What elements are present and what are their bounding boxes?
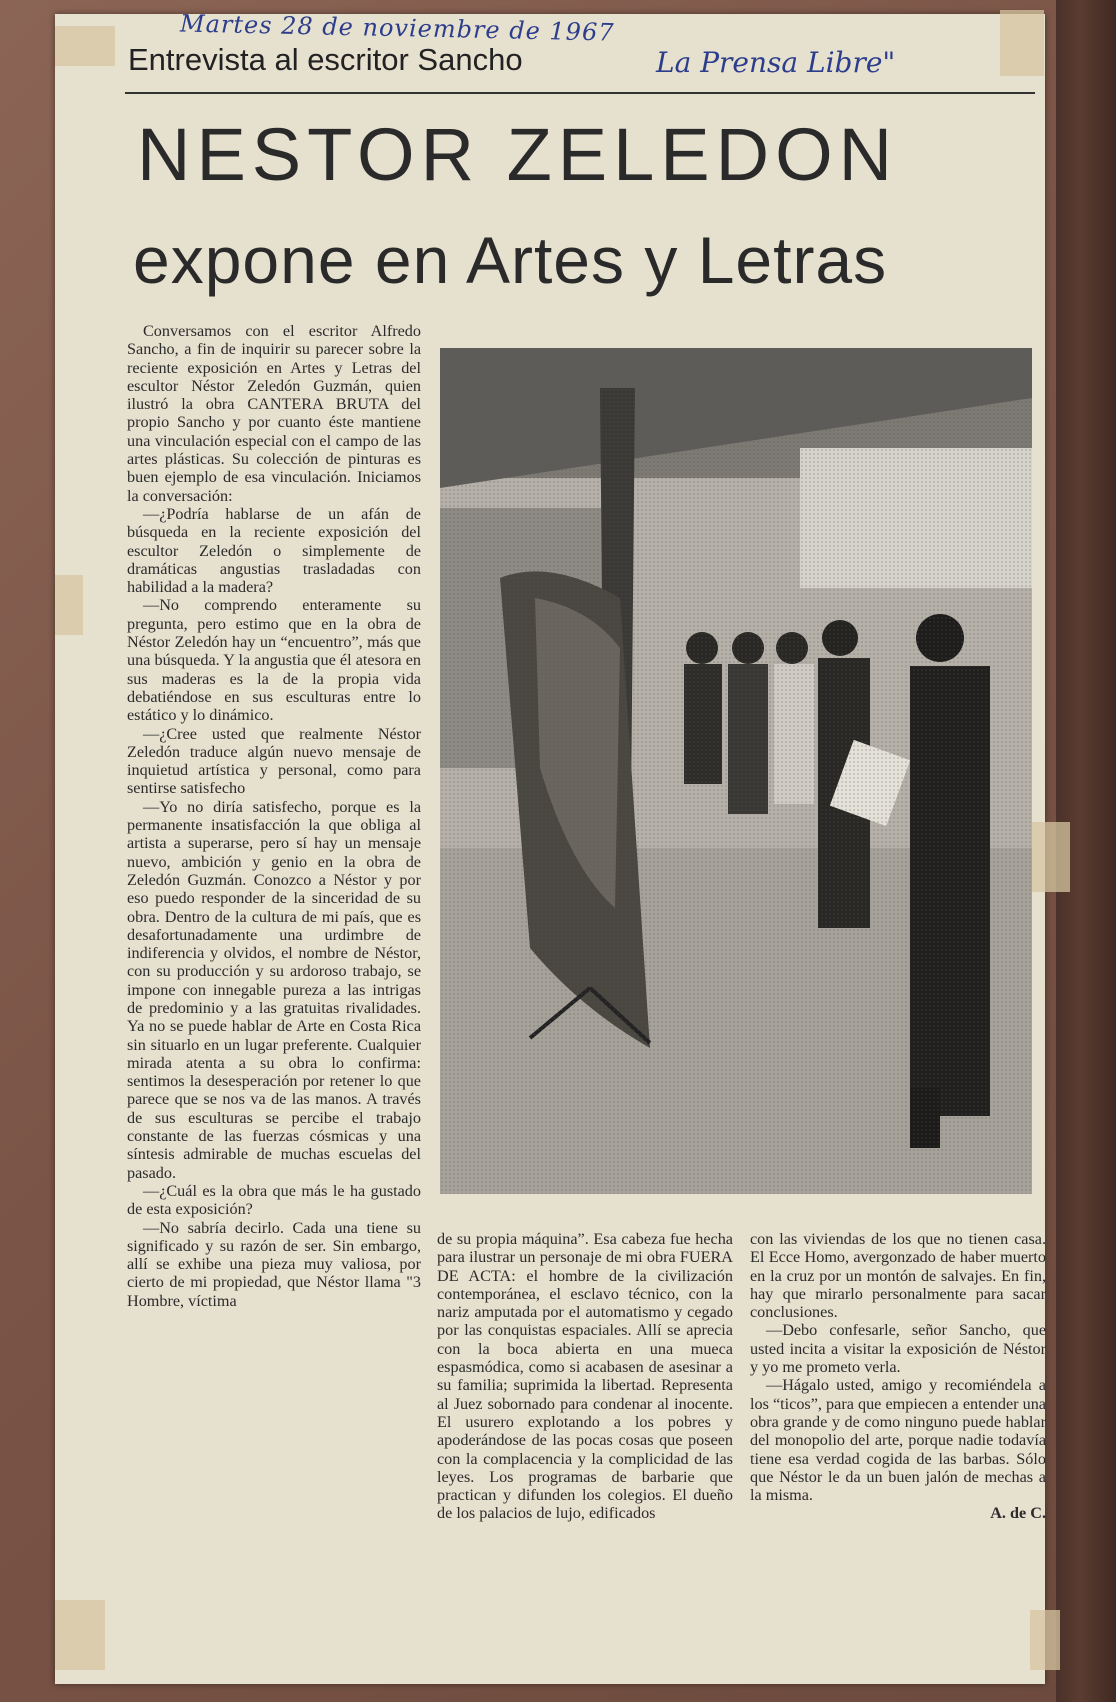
paragraph: —¿Cuál es la obra que más le ha gustado de esta exposición? <box>127 1181 421 1219</box>
paragraph: —Debo confesarle, señor Sancho, que usted incita a visitar la exposición de Néstor y yo me prometo verla. <box>750 1321 1046 1377</box>
headline-line-1: NESTOR ZELEDON <box>137 113 899 196</box>
paragraph: de su propia máquina”. Esa cabeza fue hecha para ilustrar un personaje de mi obra FUERA DE ACTA: el hombre de la civilización contemporánea, el esclavo técnico, con la nariz amputada por el automatismo y cegado por las conquistas espaciales. Allí se aprecia con la boca abierta en una mueca espasmódica, como si acabasen de asesinar a su familia; suprimida la libertad. Representa al Juez sobornado para condenar al inocente. El usurero explotando a los pobres y apoderándose de las pocas cosas que poseen con la complacencia y la complicidad de las leyes. Los programas de barbarie que practican y difunden los colegios. El dueño de los palacios de lujo, edificados <box>437 1230 733 1523</box>
article-column-2 <box>437 1230 733 1662</box>
paragraph: —¿Podría hablarse de un afán de búsqueda en la reciente exposición del escultor Zeledón o simplemente de dramáticas angustias trasladadas con habilidad a la madera? <box>127 504 421 597</box>
paragraph: —Yo no diría satisfecho, porque es la permanente insatisfacción la que obliga al artista a superarse, pero sí hay un mensaje nuevo, ambición y genio en la obra de Zeledón Guzmán. Conozco a Néstor y por eso puedo responder de la sinceridad de su obra. Dentro de la cultura de mi país, que es desafortunadamente una urdimbre de indiferencia y olvidos, el nombre de Néstor, con su producción y su ardoroso trabajo, se impone con innegable pureza a las intrigas de predominio y a las gratuitas rivalidades. Ya no se puede hablar de Arte en Costa Rica sin situarlo en un lugar preferente. Cualquier mirada atenta a su obra lo confirma: sentimos la desesperación por retener lo que parece que se nos va de las manos. A través de sus esculturas se percibe el trabajo constante de las fuerzas cósmicas y una síntesis admirable de muchas escuelas del pasado. <box>127 797 421 1182</box>
kicker-row <box>128 42 1028 88</box>
exhibition-photo-illustration <box>440 348 1032 1194</box>
paragraph: —No sabría decirlo. Cada una tiene su significado y su razón de ser. Sin embargo, allí se exhibe una pieza muy valiosa, por cierto de mi propiedad, que Néstor llama "3 Hombre, víctima <box>127 1218 421 1310</box>
tape-middle-left <box>55 575 83 635</box>
paragraph: con las viviendas de los que no tienen casa. El Ecce Homo, avergonzado de haber muerto en la cruz por un montón de salvajes. En fin, hay que mirarlo personalmente para sacar conclusiones. <box>750 1230 1046 1322</box>
article-column-3 <box>750 1230 1046 1662</box>
author-signature: A. de C. <box>990 1504 1046 1523</box>
paragraph: —¿Cree usted que realmente Néstor Zeledón traduce algún nuevo mensaje de inquietud artística y personal, como para sentirse satisfecho <box>127 724 421 798</box>
paragraph: —No comprendo enteramente su pregunta, pero estimo que en la obra de Néstor Zeledón hay un “encuentro”, más que una búsqueda. Y la angustia que él atesora en sus maderas es la de la propia vida debatiéndose en sus esculturas entre lo estático y lo dinámico. <box>127 596 421 725</box>
kicker-rule <box>125 92 1035 94</box>
tape-top-left <box>55 26 115 66</box>
article-column-1 <box>127 322 421 1662</box>
paragraph: Conversamos con el escritor Alfredo Sancho, a fin de inquirir su parecer sobre la reciente exposición en Artes y Letras del escultor Néstor Zeledón Guzmán, quien ilustró la obra CANTERA BRUTA del propio Sancho y por cuanto éste mantiene una vinculación especial con el campo de las artes plásticas. Su colección de pinturas es buen ejemplo de esa vinculación. Iniciamos la conversación: <box>127 322 421 505</box>
tape-bottom-left <box>55 1600 105 1670</box>
tape-middle-right <box>1030 822 1070 892</box>
paragraph: —Hágalo usted, amigo y recomiéndela a los “ticos”, para que empiecen a entender una obra grande y de como ninguno puede hablar del monopolio del arte, porque nadie todavía tiene esa verdad cogida de las barbas. Sólo que Néstor le da un buen jalón de mechas a la misma. <box>750 1376 1046 1505</box>
exhibition-photo <box>440 348 1032 1194</box>
headline-line-2: expone en Artes y Letras <box>133 223 888 297</box>
kicker: Entrevista al escritor Sancho <box>128 42 523 77</box>
handwritten-date: Martes 28 de noviembre de 1967 <box>179 9 615 47</box>
handwritten-paper-name: La Prensa Libre" <box>656 46 896 79</box>
